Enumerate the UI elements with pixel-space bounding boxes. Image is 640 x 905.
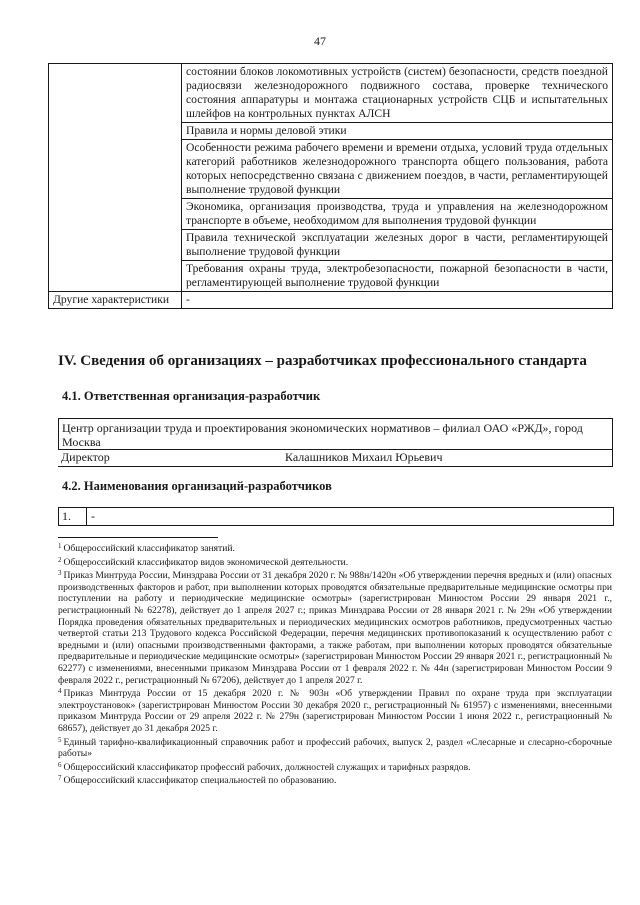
person-name: Калашников Михаил Юрьевич [285,450,443,464]
footnote-text: Приказ Минтруда России от 15 декабря 2020 г. № 903н «Об утверждении Правил по охране труда при эксплуатации электроустановок» (зарегистрирован Минюстом России 30 декабря 2020 г., регистрационный № 61957) с изменениями, внесенными приказом Минтруда России от 29 апреля 2022 г. № 279н (зарегистрирован Минюстом России 1 июня 2022 г., регистрационный № 68657), действует до 31 декабря 2025 г. [58,688,612,734]
developer-name: - [91,509,95,523]
developer-row [58,507,614,526]
footnote [58,773,612,787]
footnote-text: Общероссийский классификатор специальностей по образованию. [63,775,337,787]
row-label-other: Другие характеристики [49,292,182,309]
requirements-table [48,63,613,309]
footnote-mark: 1 [58,542,62,550]
footnote-mark: 2 [58,555,62,564]
footnote-mark: 5 [58,735,62,744]
footnote-text: Общероссийский классификатор видов экономической деятельности. [63,556,349,568]
footnote-text: Общероссийский классификатор занятий. [63,543,235,554]
footnote-text: Общероссийский классификатор профессий рабочих, должностей служащих и тарифных разрядов. [63,761,471,773]
responsible-org-title: 4.1. Ответственная организация-разработчик [62,389,321,403]
position: Директор [61,450,110,464]
column-divider [86,508,87,525]
footnote-mark: 7 [58,774,62,783]
table-cell: Требования охраны труда, электробезопасности, пожарной безопасности в части, регламентирующей выполнение трудовой функции [182,261,613,292]
footnote-mark: 3 [58,569,62,578]
row-label [49,64,182,292]
footnote [58,568,612,686]
footnote-mark: 4 [58,687,62,696]
table-cell: Особенности режима рабочего времени и времени отдыха, условий труда отдельных категорий работников железнодорожного транспорта общего пользования, работа которых непосредственно связана с движением поездов, в части, регламентирующей выполнение трудовой функции [182,140,613,199]
table-cell: Правила и нормы деловой этики [182,123,613,140]
table-cell: Экономика, организация производства, труда и управления на железнодорожном транспорте в объеме, необходимом для выполнения трудовой функции [182,199,613,230]
developers-title: 4.2. Наименования организаций-разработчиков [62,479,332,493]
org-name: Центр организации труда и проектирования экономических нормативов – филиал ОАО «РЖД», город Москва [58,419,612,449]
footnotes [58,541,612,787]
section-title: IV. Сведения об организациях – разработчиках профессионального стандарта [58,353,587,369]
table-row [49,64,613,123]
footnote [58,541,612,555]
responsible-org-box [58,418,613,467]
footnote-text: Единый тарифно-квалификационный справочник работ и профессий рабочих, выпуск 2, раздел «Слесарные и слесарно-сборочные работы» [58,736,612,760]
footnote-separator [58,537,218,538]
footnote-mark: 6 [58,760,62,769]
table-cell: - [182,292,613,309]
footnote-text: Приказ Минтруда России, Минздрава России от 31 декабря 2020 г. № 988н/1420н «Об утверждении перечня вредных и (или) опасных производственных факторов и работ, при выполнении которых проводятся обязательные предварительные медицинские осмотры при поступлении на работу и периодические медицинские осмотры» (зарегистрирован Минюстом России 29 января 2021 г., регистрационный № 62278), действует до 1 апреля 2027 г.; приказ Минздрава России от 28 января 2021 г. № 29н «Об утверждении Порядка проведения обязательных предварительных и периодических медицинских осмотров работников, предусмотренных частью четвертой статьи 213 Трудового кодекса Российской Федерации, перечня медицинских противопоказаний к осуществлению работ с вредными и (или) опасными производственными факторами, а также работам, при выполнении которых проводятся обязательные предварительные и периодические медицинские осмотры» (зарегистрирован Минюстом России 29 января 2021 г., регистрационный № 62277) с изменениями, внесенными приказом Минздрава России от 1 февраля 2022 г. № 44н (зарегистрирован Минюстом России 9 февраля 2022 г., регистрационный № 67206), действует до 1 апреля 2027 г. [58,570,613,686]
page-number: 47 [314,34,326,48]
footnote [58,555,612,569]
table-cell: состоянии блоков локомотивных устройств (систем) безопасности, средств поездной радиосвязи железнодорожного подвижного состава, проверке технического состояния аппаратуры и монтажа стационарных устройств СЦБ и испытательных шлейфов на контрольных пунктах АЛСН [182,64,613,123]
table-cell: Правила технической эксплуатации железных дорог в части, регламентирующей выполнение трудовой функции [182,230,613,261]
footnote [58,735,612,760]
footnote [58,760,612,774]
footnote [58,686,612,734]
developer-number: 1. [62,509,71,523]
table-row [49,292,613,309]
org-role-row [58,449,612,467]
